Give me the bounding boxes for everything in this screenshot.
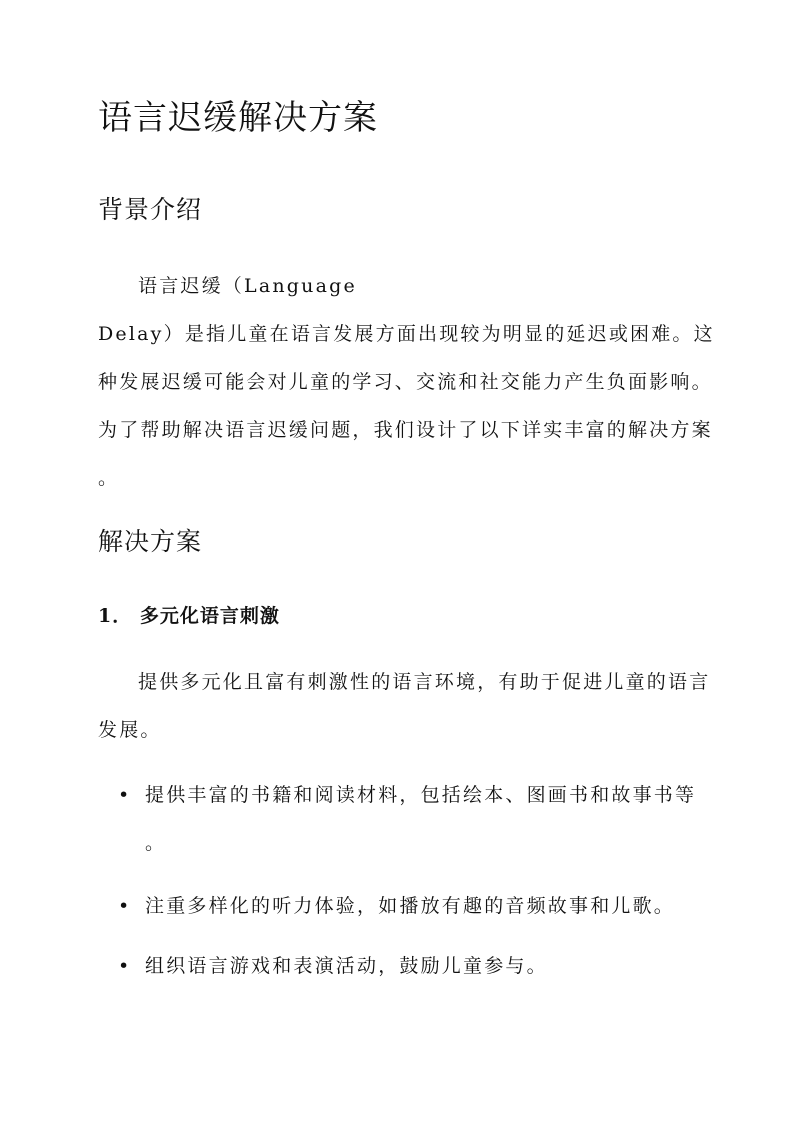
- section-heading-background: 背景介绍: [98, 195, 203, 224]
- bullet-marker: •: [118, 895, 130, 917]
- subsection-1-paragraph-line-1: 提供多元化且富有刺激性的语言环境，有助于促进儿童的语言: [138, 671, 711, 693]
- subsection-1-paragraph-line-2: 发展。: [98, 719, 162, 741]
- background-paragraph-line-1: 语言迟缓（Language: [138, 275, 357, 297]
- bullet-item-1-line-1: 提供丰富的书籍和阅读材料，包括绘本、图画书和故事书等: [145, 784, 697, 806]
- bullet-marker: •: [118, 955, 130, 977]
- section-heading-solutions: 解决方案: [98, 527, 203, 556]
- bullet-marker: •: [118, 784, 130, 806]
- background-paragraph-line-4: 为了帮助解决语言迟缓问题，我们设计了以下详实丰富的解决方案: [98, 419, 713, 441]
- bullet-item-3-line-1: 组织语言游戏和表演活动，鼓励儿童参与。: [145, 955, 548, 977]
- background-paragraph-line-2: Delay）是指儿童在语言发展方面出现较为明显的延迟或困难。这: [98, 323, 715, 345]
- subsection-heading-1: 1． 多元化语言刺激: [98, 605, 280, 627]
- background-paragraph-line-3: 种发展迟缓可能会对儿童的学习、交流和社交能力产生负面影响。: [98, 371, 713, 393]
- document-title: 语言迟缓解决方案: [98, 98, 378, 138]
- bullet-item-2-line-1: 注重多样化的听力体验，如播放有趣的音频故事和儿歌。: [145, 895, 676, 917]
- background-paragraph-line-5: 。: [98, 467, 120, 489]
- bullet-item-1-line-2: 。: [145, 832, 167, 854]
